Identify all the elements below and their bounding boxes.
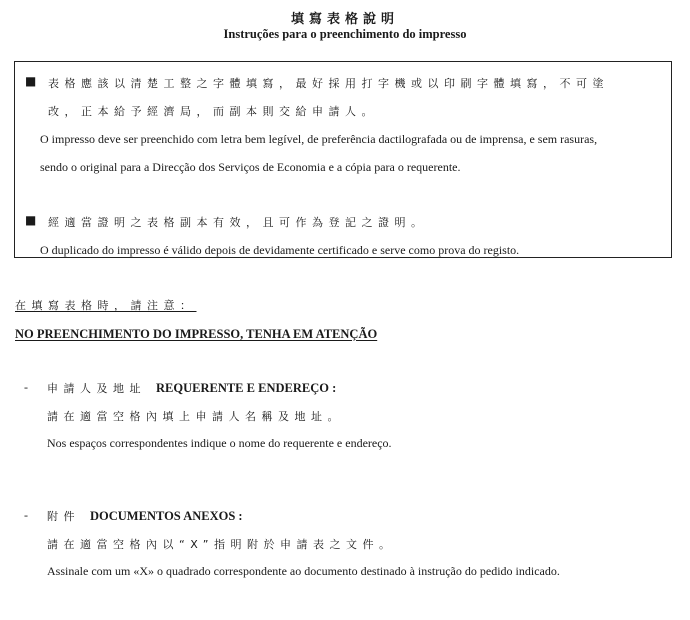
section-applicant-chinese: 請在適當空格內填上申請人名稱及地址。 — [47, 410, 344, 423]
section-attachments-chinese: 請在適當空格內以“X”指明附於申請表之文件。 — [47, 538, 396, 551]
section-attachments-portuguese: Assinale com um «X» o quadrado correspondente ao documento destinado à instrução do pedido indicado. — [47, 564, 560, 578]
notice-1-portuguese-line-1: O impresso deve ser preenchido com letra bem legível, de preferência dactilografada ou de imprensa, e sem rasuras, — [40, 132, 598, 146]
form-title-chinese: 填寫表格說明 — [290, 12, 399, 27]
section-applicant-title — [47, 379, 336, 397]
section-attachments-title — [47, 507, 243, 525]
section-attachments-title-portuguese: DOCUMENTOS ANEXOS : — [90, 509, 243, 523]
section-dash: - — [24, 380, 28, 394]
attention-heading-portuguese: NO PREENCHIMENTO DO IMPRESSO, TENHA EM ATENÇÃO — [15, 327, 378, 341]
form-title-portuguese: Instruções para o preenchimento do impresso — [223, 27, 467, 41]
attention-heading-chinese: 在填寫表格時，請注意： — [15, 299, 197, 312]
section-applicant-title-portuguese: REQUERENTE E ENDEREÇO : — [156, 381, 337, 395]
section-attachments-title-chinese: 附件 — [47, 510, 80, 523]
section-dash: - — [24, 508, 28, 522]
notice-1-portuguese-line-2: sendo o original para a Direcção dos Serviços de Economia e a cópia para o requerente. — [40, 160, 461, 174]
notice-1-chinese-line-1: 表格應該以清楚工整之字體填寫，最好採用打字機或以印刷字體填寫，不可塗 — [48, 77, 609, 90]
notice-2-chinese: 經適當證明之表格副本有效，且可作為登記之證明。 — [48, 216, 428, 229]
bullet-square-icon: ■ — [25, 74, 37, 88]
section-applicant-portuguese: Nos espaços correspondentes indique o nome do requerente e endereço. — [47, 436, 392, 450]
notice-2-portuguese: O duplicado do impresso é válido depois de devidamente certificado e serve como prova do registo. — [40, 243, 520, 257]
notice-1-chinese-line-2: 改，正本給予經濟局，而副本則交給申請人。 — [48, 105, 378, 118]
bullet-square-icon: ■ — [25, 213, 37, 227]
notice-box — [14, 61, 672, 258]
section-applicant-title-chinese: 申請人及地址 — [47, 382, 146, 395]
